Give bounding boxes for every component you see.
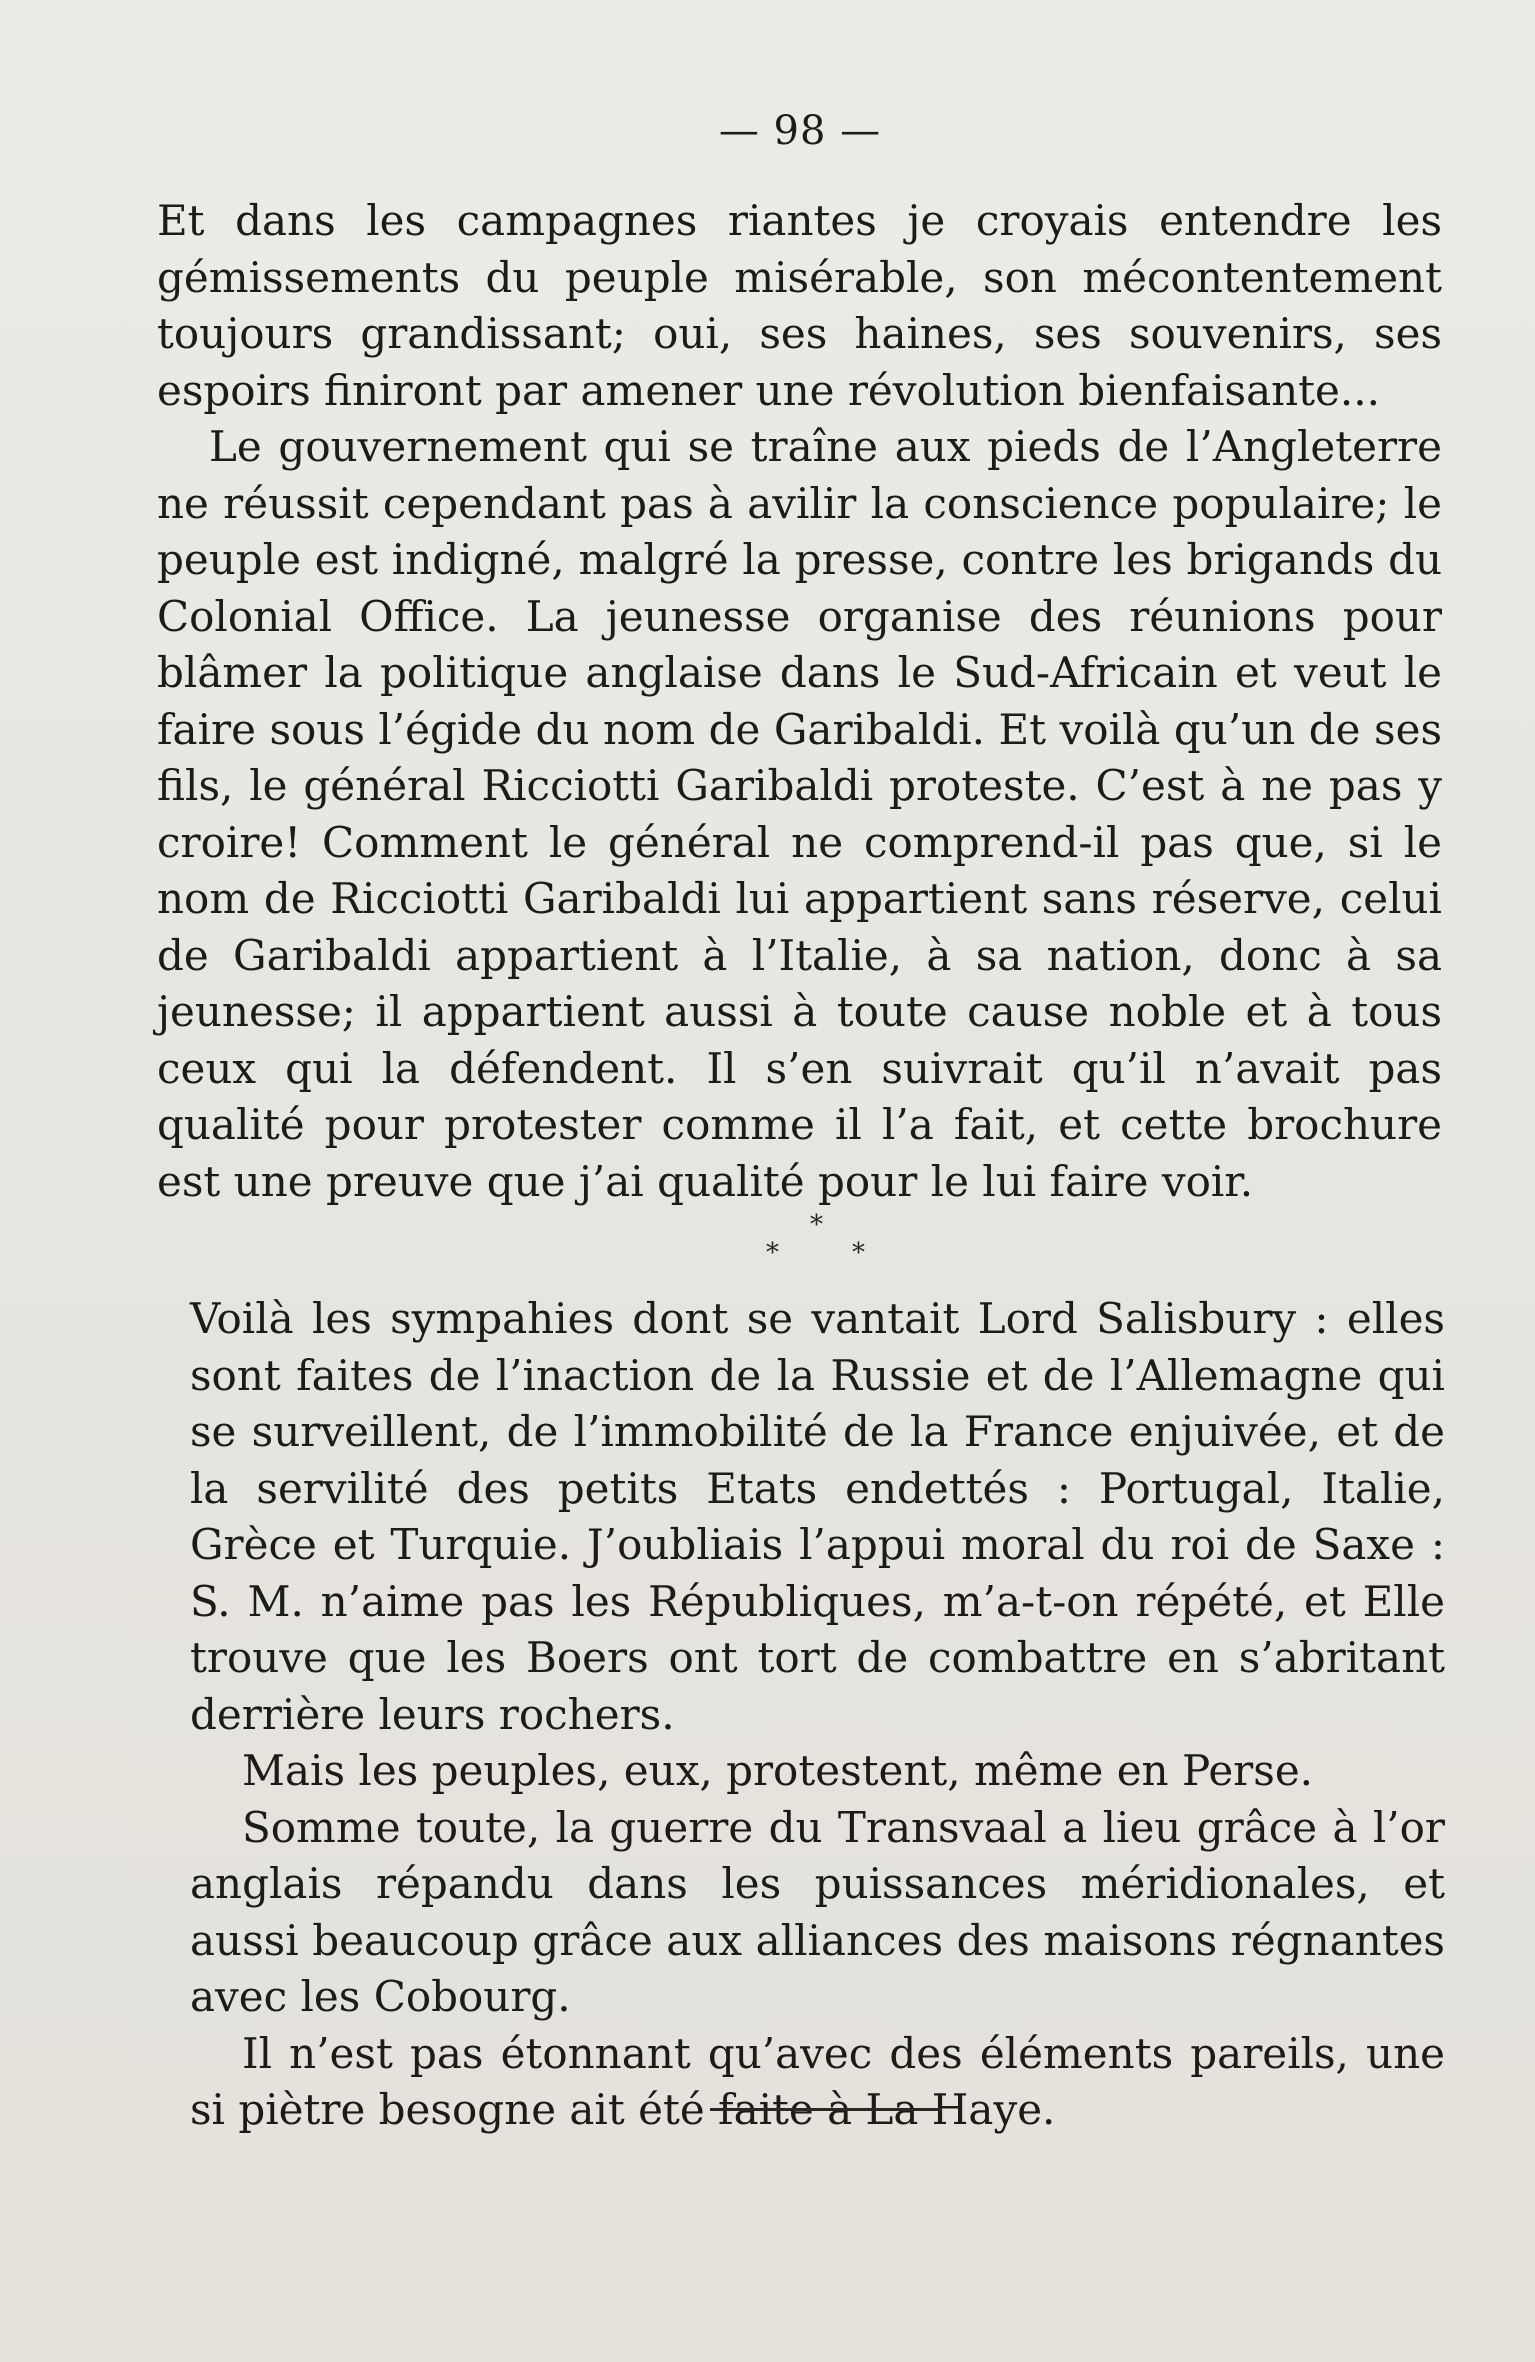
asterisk-icon: * [810,1210,823,1240]
text-block-top [157,193,1442,1210]
paragraph-1: Et dans les campagnes riantes je croyais entendre les gémissements du peuple misérable, son mécontentement toujours grandissant; oui, ses haines, ses souvenirs, ses espoirs finiront par amener une révolution bienfaisante... [157,196,1442,415]
asterism-separator [760,1210,880,1280]
asterisk-icon: * [766,1238,779,1268]
page-number: — 98 — [718,108,882,154]
paragraph-3: Voilà les sympahies dont se vantait Lord Salisbury : elles sont faites de l’inaction de la Russie et de l’Allemagne qui se surveillent, de l’immobilité de la France enjuivée, et de la servilité des petits Etats endettés : Portugal, Italie, Grèce et Turquie. J’oubliais l’appui moral du roi de Saxe : S. M. n’aime pas les Républiques, m’a-t-on répété, et Elle trouve que les Boers ont tort de combattre en s’abritant derrière leurs rochers. [190,1294,1445,1739]
paragraph-4: Mais les peuples, eux, protestent, même en Perse. [242,1746,1314,1795]
paragraph-6: Il n’est pas étonnant qu’avec des éléments pareils, une si piètre besogne ait été faite à La Haye. [190,2028,1445,2134]
end-rule-divider [710,2108,942,2111]
text-block-bottom [190,1291,1445,2139]
asterisk-icon: * [852,1238,865,1268]
paragraph-5: Somme toute, la guerre du Transvaal a lieu grâce à l’or anglais répandu dans les puissances méridionales, et aussi beaucoup grâce aux alliances des maisons régnantes avec les Cobourg. [190,1802,1445,2021]
paragraph-2: Le gouvernement qui se traîne aux pieds de l’Angleterre ne réussit cependant pas à avilir la conscience populaire; le peuple est indigné, malgré la presse, contre les brigands du Colonial Office. La jeunesse organise des réunions pour blâmer la politique anglaise dans le Sud-Africain et veut le faire sous l’égide du nom de Garibaldi. Et voilà qu’un de ses fils, le général Ricciotti Garibaldi proteste. C’est à ne pas y croire! Comment le général ne comprend-il pas que, si le nom de Ricciotti Garibaldi lui appartient sans réserve, celui de Garibaldi appartient à l’Italie, à sa nation, donc à sa jeunesse; il appartient aussi à toute cause noble et à tous ceux qui la défendent. Il s’en suivrait qu’il n’avait pas qualité pour protester comme il l’a fait, et cette brochure est une preuve que j’ai qualité pour le lui faire voir. [157,422,1442,1206]
